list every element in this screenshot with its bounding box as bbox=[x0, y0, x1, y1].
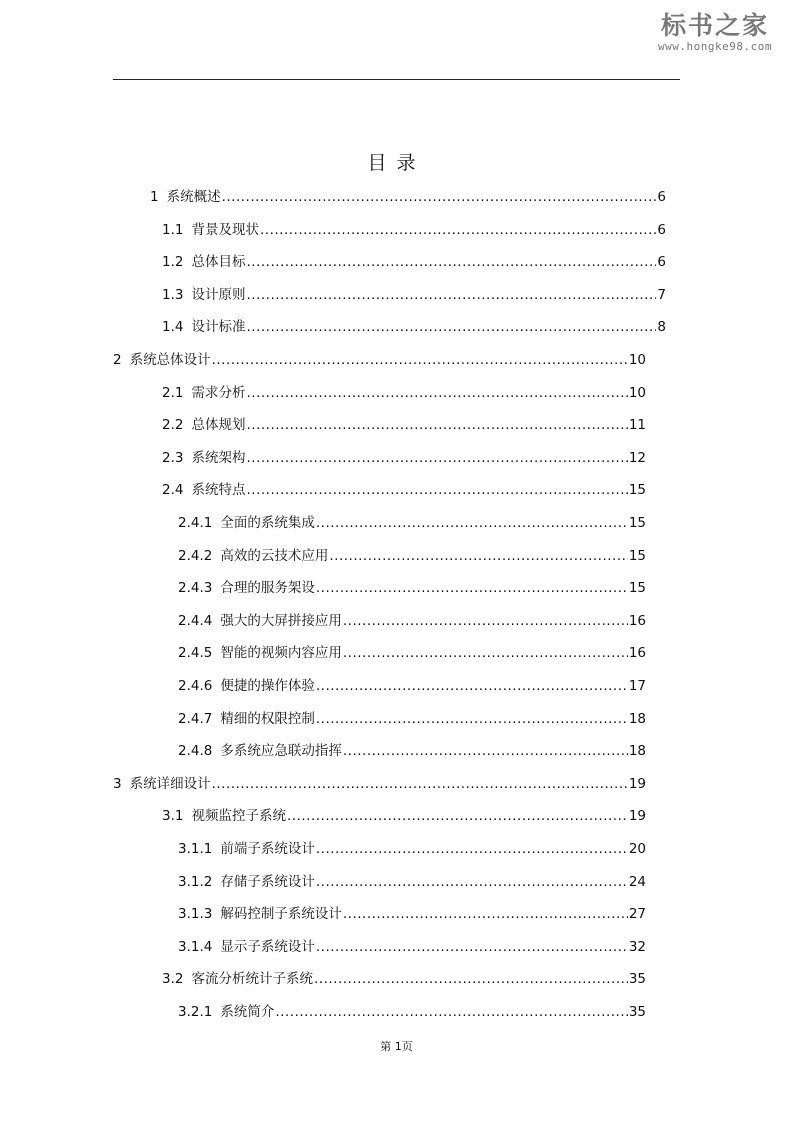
page-number: 第 1页 bbox=[380, 1040, 413, 1053]
toc-label: 前端子系统设计 bbox=[220, 841, 315, 857]
toc-leader bbox=[246, 417, 627, 433]
toc-page: 10 bbox=[628, 384, 646, 401]
toc-leader bbox=[246, 287, 656, 303]
toc-label: 总体规划 bbox=[191, 417, 246, 434]
toc-page: 15 bbox=[628, 482, 646, 499]
toc-label: 显示子系统设计 bbox=[220, 938, 315, 955]
toc-label: 系统特点 bbox=[191, 482, 246, 499]
toc-number: 1.2 bbox=[162, 254, 184, 271]
toc-label: 背景及现状 bbox=[191, 221, 259, 238]
toc-page: 11 bbox=[628, 417, 646, 434]
toc-entry[interactable] bbox=[178, 870, 646, 890]
toc-leader bbox=[343, 743, 628, 759]
toc-entry[interactable] bbox=[178, 837, 646, 857]
toc-page: 6 bbox=[657, 254, 666, 271]
toc-page: 17 bbox=[628, 678, 646, 694]
toc-leader bbox=[316, 580, 628, 596]
toc-number: 3.1.3 bbox=[178, 906, 213, 923]
toc-number: 2.4.1 bbox=[178, 515, 213, 531]
toc-number: 1.3 bbox=[162, 286, 184, 303]
toc-page: 18 bbox=[628, 743, 646, 760]
watermark-logo bbox=[640, 12, 790, 53]
toc-label: 全面的系统集成 bbox=[220, 515, 315, 531]
toc-label: 视频监控子系统 bbox=[191, 808, 286, 825]
toc-page: 15 bbox=[628, 547, 646, 564]
toc-page: 24 bbox=[628, 873, 646, 890]
toc-entry[interactable] bbox=[178, 707, 646, 727]
toc-page: 20 bbox=[628, 841, 646, 857]
toc-leader bbox=[316, 515, 628, 531]
toc-number: 2 bbox=[113, 352, 122, 368]
toc-page: 6 bbox=[657, 221, 666, 238]
toc-label: 解码控制子系统设计 bbox=[220, 906, 342, 923]
toc-label: 智能的视频内容应用 bbox=[220, 645, 342, 662]
toc-number: 2.4.3 bbox=[178, 580, 213, 597]
toc-entry[interactable] bbox=[162, 250, 666, 270]
toc-entry[interactable] bbox=[178, 935, 646, 955]
toc-entry[interactable] bbox=[178, 902, 646, 922]
toc-leader bbox=[246, 254, 656, 270]
toc-label: 系统概述 bbox=[166, 189, 221, 205]
toc-label: 合理的服务架设 bbox=[220, 580, 315, 597]
toc-entry[interactable] bbox=[178, 609, 646, 629]
toc-leader bbox=[212, 352, 628, 368]
toc-number: 2.4.5 bbox=[178, 645, 213, 662]
toc-entry[interactable] bbox=[162, 967, 646, 987]
toc-page: 15 bbox=[628, 580, 646, 597]
toc-leader bbox=[222, 189, 657, 205]
toc-number: 2.4.2 bbox=[178, 547, 213, 564]
toc-leader bbox=[314, 971, 628, 987]
toc-entry[interactable] bbox=[150, 185, 666, 205]
toc-page: 19 bbox=[628, 775, 646, 792]
toc-page: 6 bbox=[657, 189, 666, 205]
toc-label: 需求分析 bbox=[191, 384, 246, 401]
toc-label: 系统详细设计 bbox=[129, 775, 211, 792]
toc-number: 3.2.1 bbox=[178, 1004, 213, 1020]
toc-number: 3.1.4 bbox=[178, 938, 213, 955]
toc-number: 3.1 bbox=[162, 808, 184, 825]
toc-label: 设计标准 bbox=[191, 319, 246, 336]
toc-leader bbox=[316, 711, 628, 727]
toc-number: 3 bbox=[113, 775, 122, 792]
toc-leader bbox=[212, 776, 628, 792]
toc-leader bbox=[343, 613, 628, 629]
toc-page: 7 bbox=[657, 286, 666, 303]
toc-number: 3.1.2 bbox=[178, 873, 213, 890]
toc-label: 客流分析统计子系统 bbox=[191, 971, 313, 988]
toc-number: 1 bbox=[150, 189, 159, 205]
toc-entry[interactable] bbox=[162, 218, 666, 238]
toc-label: 高效的云技术应用 bbox=[220, 547, 329, 564]
toc-entry[interactable] bbox=[162, 381, 646, 401]
toc-page: 27 bbox=[628, 906, 646, 923]
toc-entry[interactable] bbox=[178, 511, 646, 531]
toc-page: 15 bbox=[628, 515, 646, 531]
toc-entry[interactable] bbox=[113, 772, 646, 792]
toc-leader bbox=[246, 482, 627, 498]
watermark-name: 标书之家 bbox=[660, 11, 769, 40]
watermark-url: www.hongke98.com bbox=[658, 40, 772, 53]
toc-label: 总体目标 bbox=[191, 254, 246, 271]
toc-leader bbox=[246, 450, 627, 466]
toc-number: 2.1 bbox=[162, 384, 184, 401]
toc-entry[interactable] bbox=[178, 544, 646, 564]
toc-entry[interactable] bbox=[178, 674, 646, 694]
toc-number: 2.4.6 bbox=[178, 678, 213, 694]
toc-number: 3.1.1 bbox=[178, 841, 213, 857]
toc-label: 存储子系统设计 bbox=[220, 873, 315, 890]
toc-leader bbox=[316, 841, 628, 857]
toc-page: 18 bbox=[628, 710, 646, 727]
toc-leader bbox=[260, 222, 656, 238]
toc-leader bbox=[316, 874, 628, 890]
toc-leader bbox=[275, 1004, 627, 1020]
page-title: 目录 bbox=[367, 152, 426, 174]
toc-leader bbox=[287, 808, 628, 824]
toc-entry[interactable] bbox=[162, 315, 666, 335]
toc-entry[interactable] bbox=[162, 283, 666, 303]
toc-label: 系统架构 bbox=[191, 449, 246, 466]
toc-number: 1.1 bbox=[162, 221, 184, 238]
toc-label: 便捷的操作体验 bbox=[220, 678, 315, 694]
toc-entry[interactable] bbox=[162, 804, 646, 824]
toc-label: 精细的权限控制 bbox=[220, 710, 315, 727]
toc-number: 2.4.4 bbox=[178, 612, 213, 629]
toc-label: 多系统应急联动指挥 bbox=[220, 743, 342, 760]
toc-page: 12 bbox=[628, 449, 646, 466]
toc-page: 8 bbox=[657, 319, 666, 336]
toc-label: 强大的大屏拼接应用 bbox=[220, 612, 342, 629]
toc-number: 3.2 bbox=[162, 971, 184, 988]
toc-number: 2.2 bbox=[162, 417, 184, 434]
toc-number: 2.4.8 bbox=[178, 743, 213, 760]
toc-number: 2.3 bbox=[162, 449, 184, 466]
header-rule bbox=[113, 79, 680, 80]
toc-entry[interactable] bbox=[178, 576, 646, 596]
toc-leader bbox=[343, 645, 628, 661]
toc-leader bbox=[343, 906, 628, 922]
toc-entry[interactable] bbox=[162, 446, 646, 466]
toc-number: 1.4 bbox=[162, 319, 184, 336]
toc-label: 系统简介 bbox=[220, 1004, 275, 1020]
toc-entry[interactable] bbox=[162, 413, 646, 433]
toc-page: 10 bbox=[628, 352, 646, 368]
toc-leader bbox=[246, 319, 656, 335]
toc-page: 32 bbox=[628, 938, 646, 955]
toc-page: 19 bbox=[628, 808, 646, 825]
toc-page: 16 bbox=[628, 612, 646, 629]
toc-number: 2.4 bbox=[162, 482, 184, 499]
toc-label: 设计原则 bbox=[191, 286, 246, 303]
toc-leader bbox=[316, 678, 628, 694]
toc-entry[interactable] bbox=[113, 348, 646, 368]
toc-entry[interactable] bbox=[178, 641, 646, 661]
toc-leader bbox=[329, 548, 627, 564]
toc-page: 35 bbox=[628, 971, 646, 988]
toc-leader bbox=[316, 939, 628, 955]
toc-label: 系统总体设计 bbox=[129, 352, 211, 368]
toc-page: 35 bbox=[628, 1004, 646, 1020]
toc-entry[interactable] bbox=[178, 1000, 646, 1020]
toc-leader bbox=[246, 385, 627, 401]
toc-entry[interactable] bbox=[162, 478, 646, 498]
toc-number: 2.4.7 bbox=[178, 710, 213, 727]
toc-page: 16 bbox=[628, 645, 646, 662]
toc-entry[interactable] bbox=[178, 739, 646, 759]
